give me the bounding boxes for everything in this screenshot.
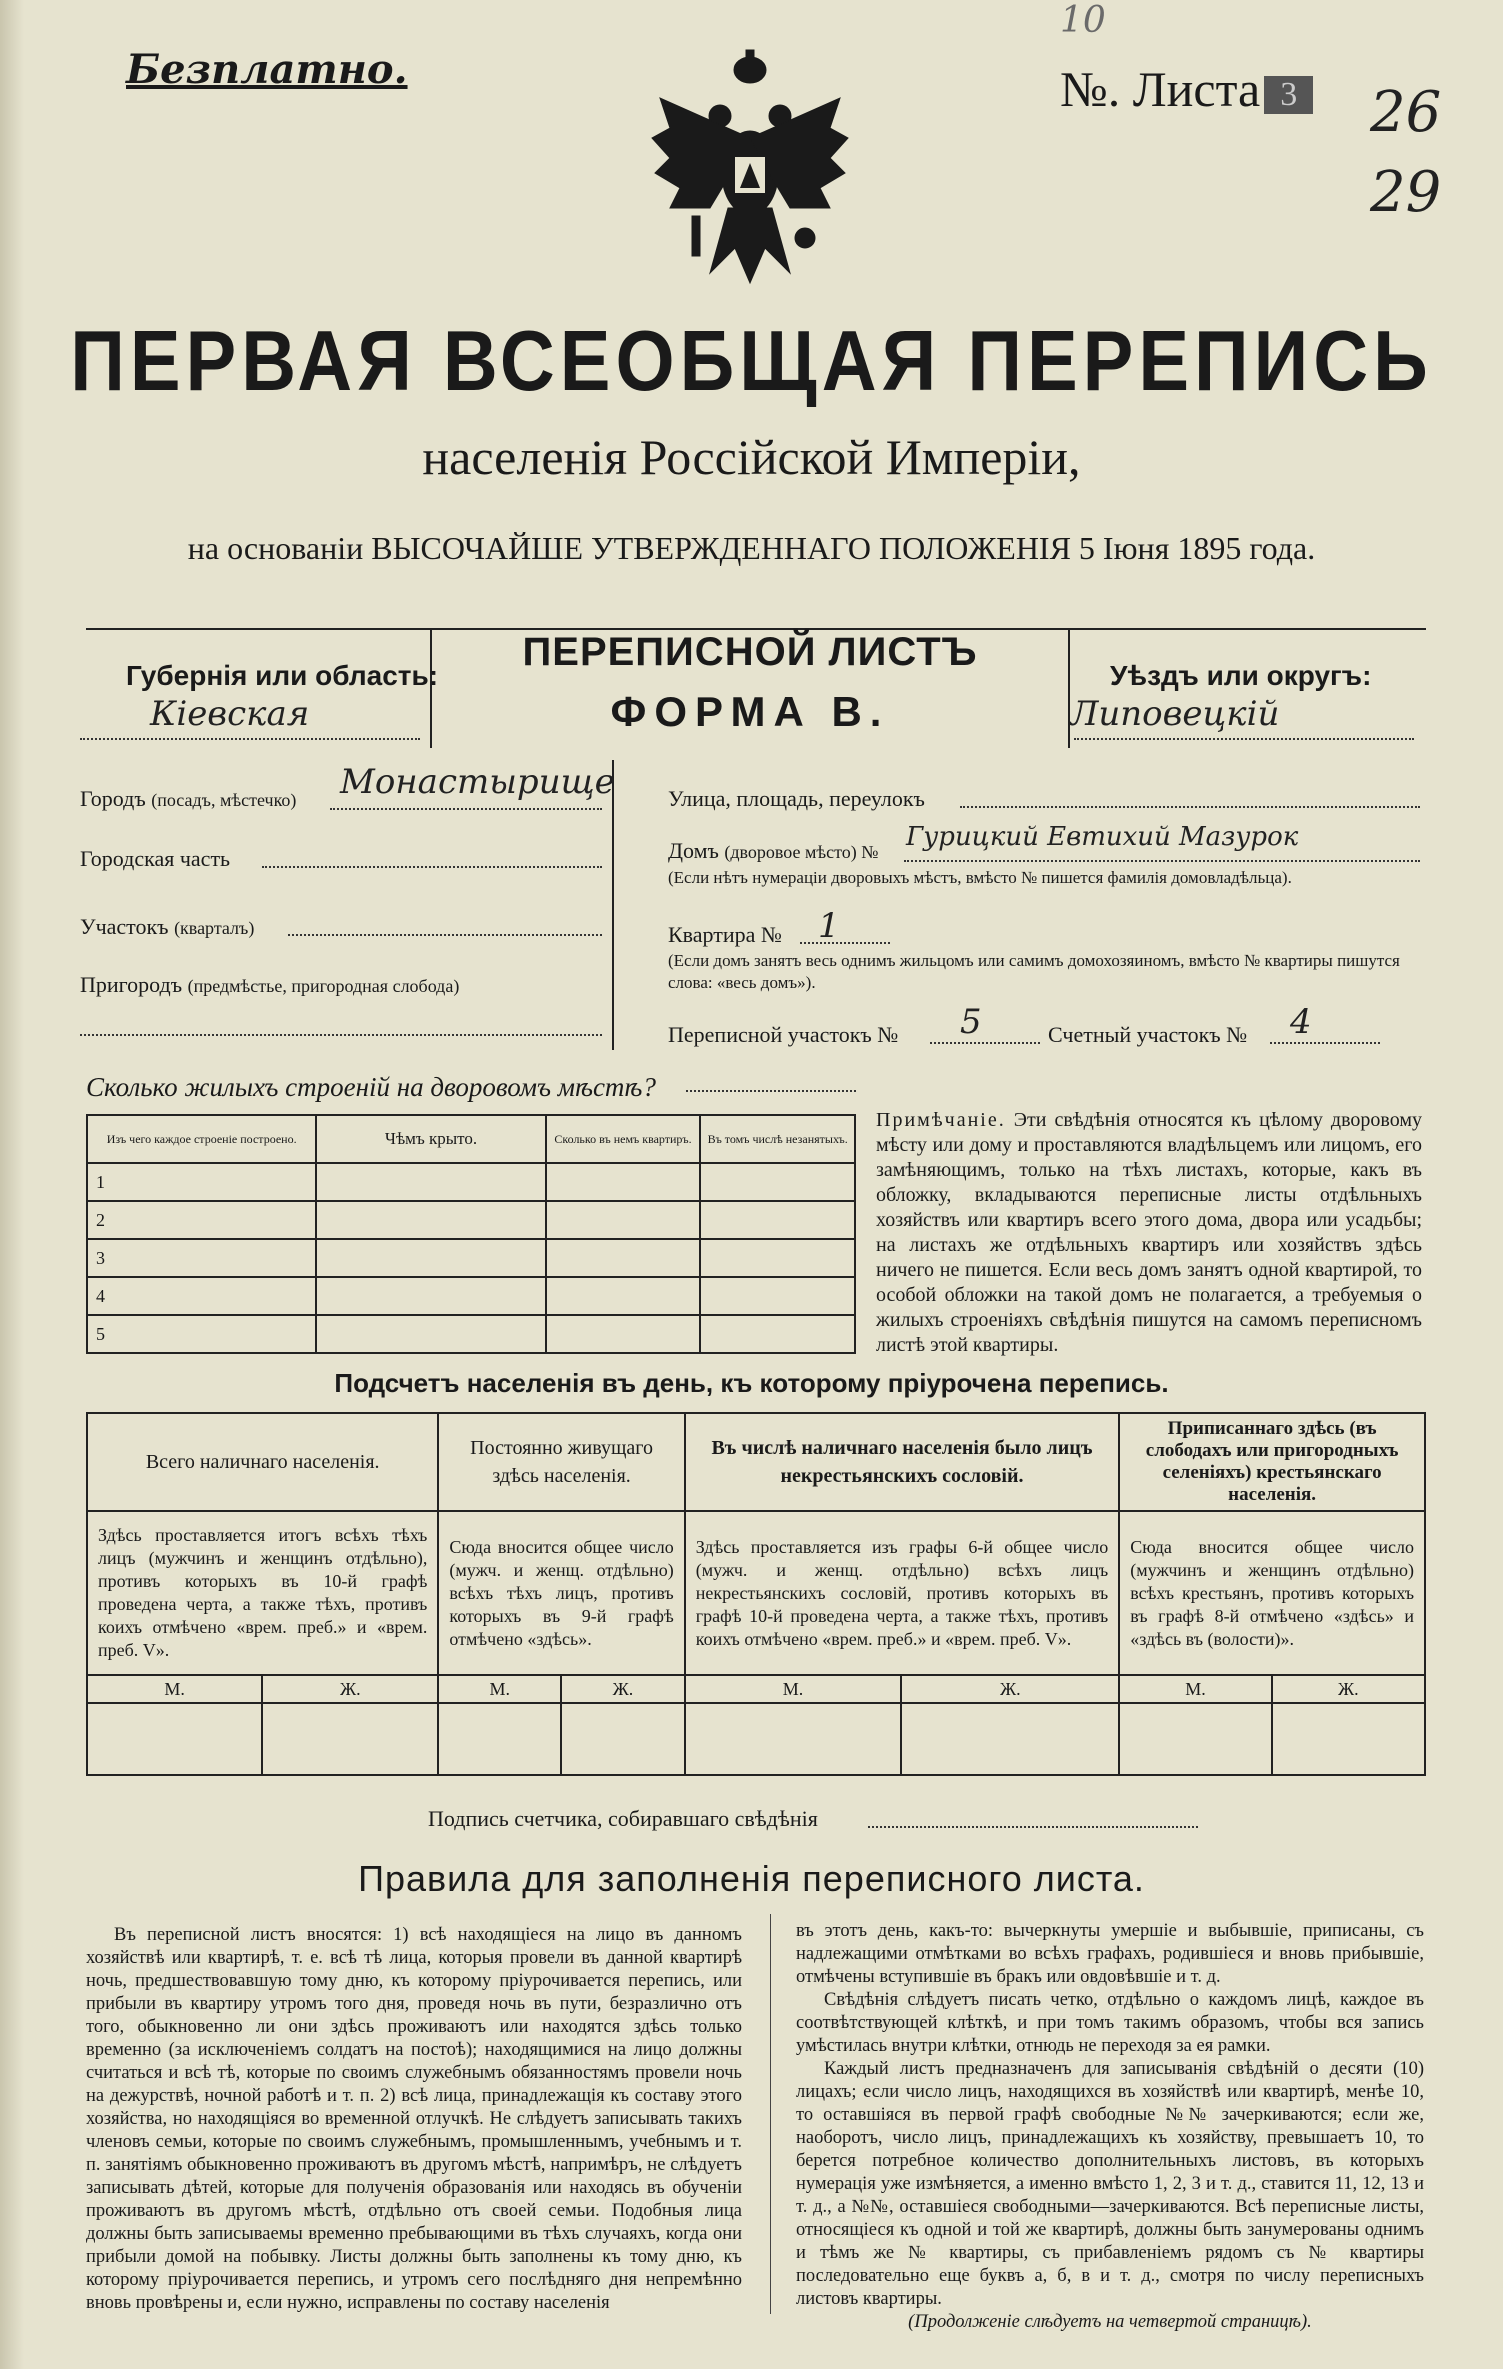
gubernia-value: Кiевская [150, 694, 310, 734]
count-col2-body: Сюда вносится общее число (мужч. и женщ. отдѣльно) всѣхъ тѣхъ лицъ, противъ которыхъ въ 9-й графѣ отмѣчено «здѣсь». [438, 1511, 684, 1675]
table-cell [700, 1239, 855, 1277]
gubernia-dotted-line [80, 738, 420, 740]
row-number: 2 [87, 1201, 316, 1239]
city-part-dotted-line [262, 866, 602, 868]
count-title: Подсчетъ населенія въ день, къ которому пріурочена перепись. [334, 1368, 1169, 1398]
house-value: Гурицкий Евтихий Мазурок [906, 822, 1299, 852]
apartment-label: Квартира № [668, 922, 782, 947]
signature-label: Подпись счетчика, собиравшаго свѣдѣнія [428, 1806, 818, 1831]
gubernia-label: Губернія или область: [126, 660, 439, 691]
suburb-note: (предмѣстье, пригородная слобода) [187, 976, 460, 996]
form-subtitle: ФОРМА В. [610, 688, 890, 735]
table-cell [546, 1163, 701, 1201]
count-col3-male-cell [685, 1703, 902, 1775]
district-field [80, 914, 254, 940]
table-row [87, 1277, 855, 1315]
buildings-question: Сколько жилыхъ строеній на дворовомъ мѣстѣ? [86, 1072, 656, 1102]
count-col4-male-cell [1119, 1703, 1271, 1775]
house-field [668, 838, 878, 864]
handwritten-right-number-1: 26 [1370, 80, 1442, 145]
form-title: ПЕРЕПИСНОЙ ЛИСТЪ [522, 630, 978, 674]
row-number: 5 [87, 1315, 316, 1353]
count-district-label: Счетный участокъ № [1048, 1022, 1248, 1047]
row-number: 4 [87, 1277, 316, 1315]
house-note: (дворовое мѣсто) № [724, 842, 879, 862]
table-cell [700, 1201, 855, 1239]
population-count-table [86, 1412, 1426, 1776]
sheet-number-value: 3 [1264, 76, 1313, 114]
uezd-value: Липовецкiй [1070, 694, 1280, 734]
table-cell [700, 1315, 855, 1353]
city-dotted-line [330, 808, 602, 810]
rules-right-paragraph-1: въ этотъ день, какъ-то: вычеркнуты умершіе и выбывшіе, приписаны, съ надлежащими отмѣтками во всѣхъ графахъ, родившіеся и вновь прибывшіе, отмѣчены вступившіе въ бракъ или овдовѣвшіе и т. д. [796, 1921, 1424, 1987]
buildings-table [86, 1114, 856, 1354]
count-col1-female-cell [262, 1703, 438, 1775]
city-field [80, 786, 296, 812]
count-col3-head: Въ числѣ наличнаго населенія было лицъ некрестьянскихъ сословій. [685, 1413, 1120, 1511]
buildings-note [876, 1108, 1422, 1358]
district-label: Участокъ [80, 914, 169, 939]
apartment-hint: (Если домъ занятъ весь однимъ жильцомъ или самимъ домохозяиномъ, вмѣсто № квартиры пишутся слова: «весь домъ»). [668, 951, 1400, 992]
rules-left-column: Въ переписной листъ вносятся: 1) всѣ находящіеся на лицо въ данномъ хозяйствѣ или квартирѣ, т. е. всѣ тѣ лица, которыя провели въ данной квартирѣ ночь, предшествовавшую тому дню, къ которому пріурочивается перепись, или прибыли въ квартиру утромъ того дня, проведя ночь въ пути, безразлично отъ того, обыкновенно ли они здѣсь проживаютъ или находятся здѣсь только временно (за исключеніемъ солдатъ на постоѣ); находящимися на лицо должны считаться и всѣ тѣ, которые по своимъ служебнымъ обязанностямъ провели ночь на дежурствѣ, ночной работѣ и т. п. 2) всѣ лица, принадлежащія къ составу этого хозяйства, но находящіяся во временной отлучкѣ. Не слѣдуетъ записывать такихъ членовъ семьи, которые по своимъ служебнымъ, промышленнымъ, учебнымъ и т. п. занятіямъ обыкновенно проживаютъ въ другомъ мѣстѣ, напримѣръ, не слѣдуетъ записывать дѣтей, которые для полученія образованія или находясь въ обученіи проживаютъ въ другомъ мѣстѣ, отдѣльно отъ своей семьи. Подобныя лица должны быть записываемы временно пребывающими въ тѣхъ случаяхъ, когда они прибыли домой на побывку. Листы должны быть заполнены къ тому дню, къ которому пріурочивается перепись, и утромъ сего послѣдняго дня непремѣнно вновь провѣрены и, если нужно, исправлены по составу населенія [86, 1925, 742, 2313]
count-district-value: 4 [1290, 1002, 1312, 1042]
suburb-field [80, 972, 459, 998]
note-label: Примѣчаніе. [876, 1109, 1006, 1131]
buildings-header-apartments: Сколько въ немъ квартиръ. [546, 1115, 701, 1163]
house-hint: (Если нѣтъ нумераціи дворовыхъ мѣстъ, вмѣсто № пишется фамилія домовладѣльца). [668, 868, 1292, 887]
free-label: Безплатно. [126, 46, 408, 93]
count-col2-female-cell [561, 1703, 685, 1775]
handwritten-top-number: 10 [1060, 0, 1106, 41]
city-note: (посадъ, мѣстечко) [151, 790, 297, 810]
rules-title: Правила для заполненія переписного листа. [358, 1858, 1145, 1899]
count-col4-female-label: Ж. [1272, 1675, 1425, 1703]
count-col2-head: Постоянно живущаго здѣсь населенія. [438, 1413, 684, 1511]
count-col2-male-label: М. [438, 1675, 561, 1703]
table-cell [546, 1277, 701, 1315]
suburb-label: Пригородъ [80, 972, 183, 997]
rules-right-paragraph-2: Свѣдѣнія слѣдуетъ писать четко, отдѣльно о каждомъ лицѣ, каждое въ соотвѣтствующей клѣткѣ, и при томъ такимъ образомъ, чтобы вся запись умѣстилась внутри клѣтки, отнюдь не переходя за ея рамки. [796, 1990, 1424, 2056]
count-col1-male-label: М. [87, 1675, 262, 1703]
table-row [87, 1163, 855, 1201]
count-col4-body: Сюда вносится общее число (мужчинъ и женщинъ отдѣльно) всѣхъ крестьянъ, противъ которыхъ въ графѣ 8-й отмѣчено «здѣсь» и «здѣсь въ (волости)». [1119, 1511, 1425, 1675]
table-cell [546, 1315, 701, 1353]
table-row [87, 1201, 855, 1239]
uezd-label: Уѣздъ или округъ: [1110, 660, 1372, 691]
table-cell [316, 1239, 545, 1277]
table-row [87, 1315, 855, 1353]
main-title: ПЕРВАЯ ВСЕОБЩАЯ ПЕРЕПИСЬ [70, 313, 1433, 410]
count-col1-body: Здѣсь проставляется итогъ всѣхъ тѣхъ лицъ (мужчинъ и женщинъ отдѣльно), противъ которыхъ въ 10-й графѣ проведена черта, а также тѣхъ, противъ коихъ отмѣчено «врем. преб.» и «врем. преб. V». [87, 1511, 438, 1675]
count-col3-female-cell [901, 1703, 1119, 1775]
count-col2-female-label: Ж. [561, 1675, 685, 1703]
count-col2-male-cell [438, 1703, 561, 1775]
count-col3-female-label: Ж. [901, 1675, 1119, 1703]
table-cell [316, 1201, 545, 1239]
count-col4-head: Приписаннаго здѣсь (въ слободахъ или пригородныхъ селеніяхъ) крестьянскаго населенія. [1119, 1413, 1425, 1511]
rules-right-column [796, 1920, 1424, 2334]
street-label: Улица, площадь, переулокъ [668, 786, 925, 811]
apartment-value: 1 [818, 906, 840, 946]
count-district-dotted-line [1270, 1042, 1380, 1044]
buildings-header-material: Изъ чего каждое строеніе построено. [87, 1115, 316, 1163]
table-cell [316, 1277, 545, 1315]
signature-dotted-line [868, 1826, 1198, 1828]
suburb-dotted-line [80, 1034, 602, 1036]
count-col1-head: Всего наличнаго населенія. [87, 1413, 438, 1511]
table-row [87, 1239, 855, 1277]
sheet-number-label: №. Листа [1060, 61, 1261, 117]
rules-right-paragraph-3: Каждый листъ предназначенъ для записыванія свѣдѣній о десяти (10) лицахъ; если число лицъ, находящихся въ хозяйствѣ или квартирѣ, менѣе 10, то оставшіяся въ первой графѣ свободные №№ зачеркиваются; если же, наоборотъ, число лицъ, принадлежащихъ къ хозяйству, превышаетъ 10, то берется потребное количество дополнительныхъ листовъ, въ которыхъ нумерація уже измѣняется, а именно вмѣсто 1, 2, 3 и т. д., ставится 11, 12, 13 и т. д., а №№, оставшіеся свободными—зачеркиваются. Всѣ переписные листы, относящіеся къ одной и той же квартирѣ, должны быть занумерованы однимъ и тѣмъ же № квартиры, съ прибавленіемъ рядомъ съ № квартиры последовательно еще буквъ а, б, в и т. д., смотря по числу переписныхъ листовъ квартиры. [796, 2059, 1424, 2309]
street-dotted-line [960, 806, 1420, 808]
rules-continuation: (Продолженіе слѣдуетъ на четвертой страницѣ). [908, 2312, 1312, 2332]
district-dotted-line [288, 934, 602, 936]
city-value: Монастырище [340, 762, 615, 802]
city-part-label: Городская часть [80, 846, 231, 871]
rules-column-divider [770, 1914, 771, 2314]
row-number: 3 [87, 1239, 316, 1277]
row-number: 1 [87, 1163, 316, 1201]
count-col4-male-label: М. [1119, 1675, 1271, 1703]
note-text: Эти свѣдѣнія относятся къ цѣлому дворовому мѣсту или дому и проставляются владѣльцемъ или лицомъ, его замѣняющимъ, только на тѣхъ листахъ, которые, какъ въ обложку, вкладываются переписные листы отдѣльныхъ хозяйствъ или квартиръ всего этого дома, двора или усадьбы; на листахъ же отдѣльныхъ квартиръ или хозяйствъ здѣсь ничего не пишется. Если весь домъ занятъ одной квартирой, то особой обложки на такой домъ не полагается, а требуемыя о жилыхъ строеніяхъ свѣдѣнія пишутся на самомъ переписномъ листѣ этой квартиры. [876, 1109, 1422, 1356]
count-col3-body: Здѣсь проставляется изъ графы 6-й общее число (мужч. и женщ. отдѣльно) всѣхъ лицъ некрестьянскихъ сословій, противъ которыхъ въ графѣ 10-й проведена черта, а также тѣхъ, противъ коихъ отмѣчено «врем. преб.» и «врем. преб. V». [685, 1511, 1120, 1675]
sheet-number [1060, 60, 1313, 118]
buildings-header-roof: Чѣмъ крыто. [316, 1115, 545, 1163]
census-district-value: 5 [960, 1002, 982, 1042]
count-col3-male-label: М. [685, 1675, 902, 1703]
table-cell [700, 1277, 855, 1315]
table-cell [316, 1163, 545, 1201]
buildings-question-dotted-line [686, 1090, 856, 1092]
count-col1-female-label: Ж. [262, 1675, 438, 1703]
legal-basis: на основаніи ВЫСОЧАЙШЕ УТВЕРЖДЕННАГО ПОЛОЖЕНІЯ 5 Іюня 1895 года. [187, 530, 1316, 566]
city-label: Городъ [80, 786, 146, 811]
census-district-dotted-line [930, 1042, 1040, 1044]
census-district-label: Переписной участокъ № [668, 1022, 899, 1047]
apartment-dotted-line [800, 942, 890, 944]
buildings-header-vacant: Въ томъ числѣ незанятыхъ. [700, 1115, 855, 1163]
fields-divider [612, 760, 614, 1050]
house-label: Домъ [668, 838, 719, 863]
table-cell [316, 1315, 545, 1353]
handwritten-right-number-2: 29 [1370, 160, 1442, 225]
house-dotted-line [904, 860, 1420, 862]
uezd-dotted-line [1074, 738, 1414, 740]
table-cell [546, 1239, 701, 1277]
table-cell [700, 1163, 855, 1201]
subtitle: населенія Россійской Имперіи, [422, 429, 1081, 485]
table-cell [546, 1201, 701, 1239]
imperial-eagle-icon [640, 48, 860, 288]
district-note: (кварталъ) [174, 918, 255, 938]
count-col1-male-cell [87, 1703, 262, 1775]
count-col4-female-cell [1272, 1703, 1425, 1775]
